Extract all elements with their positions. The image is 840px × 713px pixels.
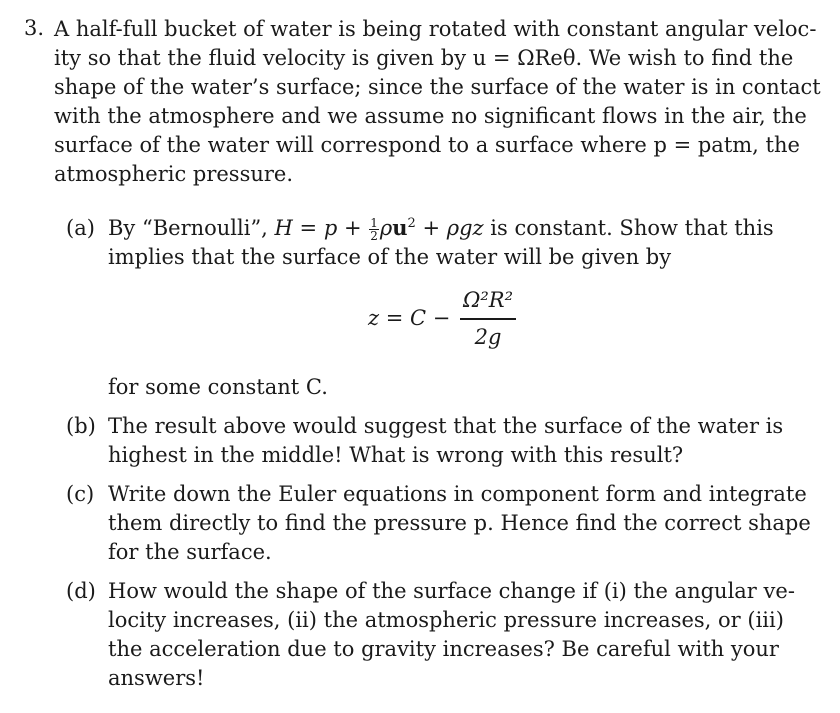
surface-equation: [368, 285, 538, 355]
part-b-line-1: The result above would suggest that the surface of the water is: [108, 414, 784, 438]
part-d-line-4: answers!: [108, 666, 205, 690]
part-a-line-1-post: is constant. Show that this: [483, 216, 774, 240]
equation-lhs: z = C −: [368, 306, 451, 330]
part-c-line-2: them directly to find the pressure p. Hence find the correct shape: [108, 511, 811, 535]
intro-line-2: ity so that the fluid velocity is given by u = ΩReθ. We wish to find the: [54, 46, 794, 70]
problem-number: 3.: [24, 16, 45, 40]
equation-fraction: [460, 285, 516, 350]
part-a-after: for some constant C.: [108, 375, 328, 399]
part-a-line-1-pre: By “Bernoulli”,: [108, 216, 275, 240]
bernoulli-expression: H = p + $\frac{1}{2}$ $\rho u^2 + \rho gz$: [274, 215, 484, 243]
one-half-fraction: $\frac{1}{2}$: [370, 216, 378, 243]
part-a-line-1: [108, 215, 774, 242]
part-a-label: (a): [66, 216, 95, 240]
part-c-line-1: Write down the Euler equations in component form and integrate: [108, 482, 807, 506]
equation-numerator: Ω²R²: [462, 288, 514, 312]
intro-line-4: with the atmosphere and we assume no significant flows in the air, the: [54, 104, 807, 128]
intro-line-3: shape of the water’s surface; since the surface of the water is in contact: [54, 75, 821, 99]
intro-line-5: surface of the water will correspond to a surface where p = patm, the: [54, 133, 800, 157]
part-b-line-2: highest in the middle! What is wrong with this result?: [108, 443, 684, 467]
equation-denominator: 2g: [474, 324, 502, 349]
part-d-line-1: How would the shape of the surface change if (i) the angular ve-: [108, 579, 795, 603]
part-d-label: (d): [66, 579, 96, 603]
part-c-label: (c): [66, 482, 95, 506]
intro-line-1: A half-full bucket of water is being rotated with constant angular veloc-: [54, 17, 817, 41]
part-a-line-2: implies that the surface of the water will be given by: [108, 245, 672, 269]
part-c-line-3: for the surface.: [108, 540, 272, 564]
part-d-line-2: locity increases, (ii) the atmospheric pressure increases, or (iii): [108, 608, 784, 632]
part-d-line-3: the acceleration due to gravity increases? Be careful with your: [108, 637, 779, 661]
intro-line-6: atmospheric pressure.: [54, 162, 294, 186]
part-b-label: (b): [66, 414, 96, 438]
